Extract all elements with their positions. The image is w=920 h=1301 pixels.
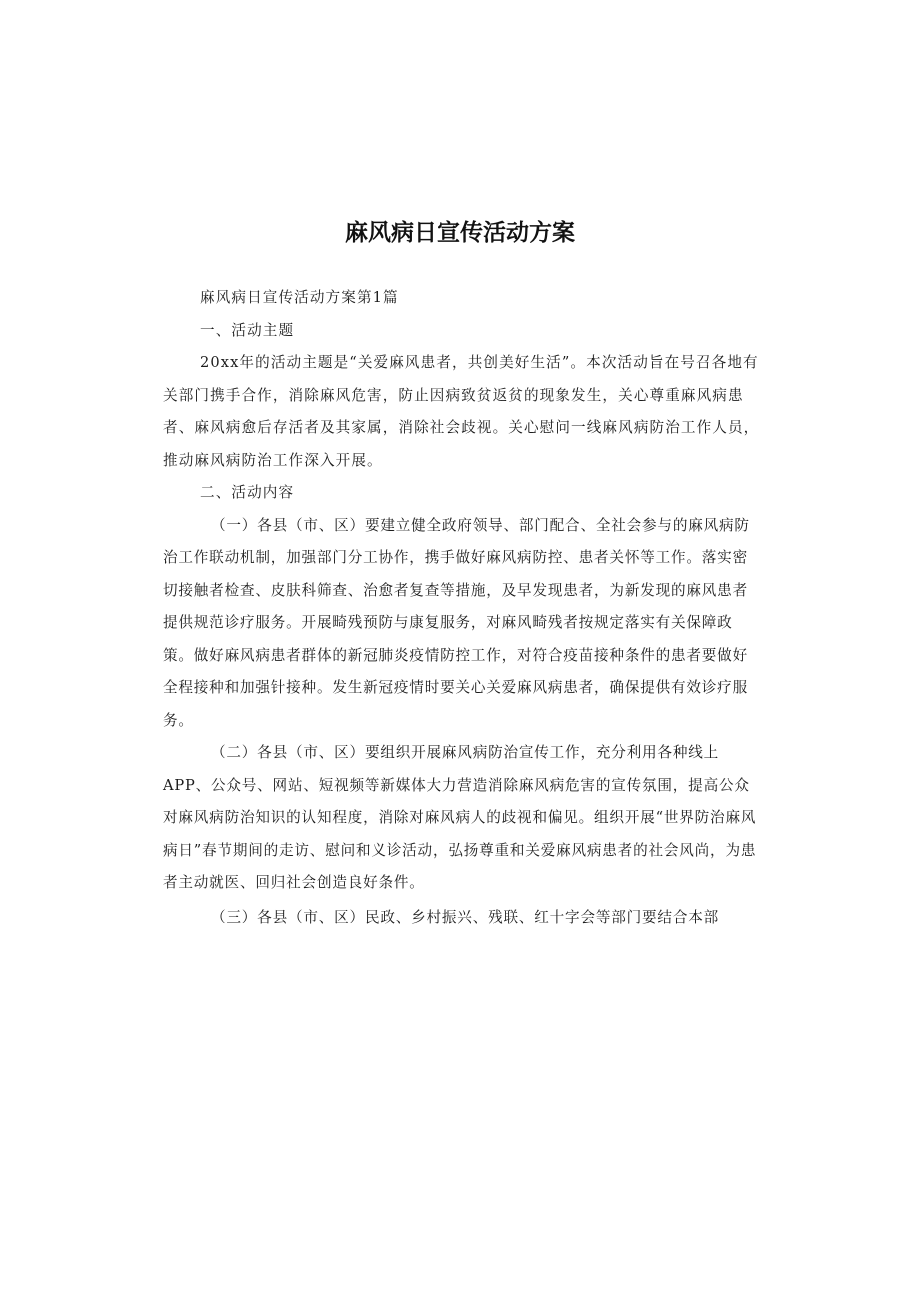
section2-heading: 二、活动内容 — [200, 484, 295, 501]
section1-paragraph: 20xx年的活动主题是“关爱麻风患者，共创美好生活”。本次活动旨在号召各地有关部门携手合作，消除麻风危害，防止因病致贫返贫的现象发生，关心尊重麻风病患者、麻风病愈后存活者及其家属，消除社会歧视。关心慰问一线麻风病防治工作人员，推动麻风病防治工作深入开展。 — [163, 354, 760, 469]
content-item-1: （一）各县（市、区）要建立健全政府领导、部门配合、全社会参与的麻风病防治工作联动机制，加强部门分工协作，携手做好麻风病防控、患者关怀等工作。落实密切接触者检查、皮肤科筛查、治愈者复查等措施，及早发现患者，为新发现的麻风患者提供规范诊疗服务。开展畸残预防与康复服务，对麻风畸残者按规定落实有关保障政策。做好麻风病患者群体的新冠肺炎疫情防控工作，对符合疫苗接种条件的患者要做好全程接种和加强针接种。发生新冠疫情时要关心关爱麻风病患者，确保提供有效诊疗服务。 — [163, 516, 750, 729]
document-body — [163, 282, 761, 934]
section1-heading: 一、活动主题 — [200, 321, 295, 339]
content-item-2: （二）各县（市、区）要组织开展麻风病防治宣传工作，充分利用各种线上APP、公众号、网站、短视频等新媒体大力营造消除麻风病危害的宣传氛围，提高公众对麻风病防治知识的认知程度，消除对麻风病人的歧视和偏见。组织开展“世界防治麻风病日”春节期间的走访、慰问和义诊活动，弘扬尊重和关爱麻风病患者的社会风尚，为患者主动就医、回归社会创造良好条件。 — [163, 744, 757, 891]
content-item-3: （三）各县（市、区）民政、乡村振兴、残联、红十字会等部门要结合本部 — [211, 908, 719, 926]
document-title: 麻风病日宣传活动方案 — [345, 220, 575, 246]
document-subtitle: 麻风病日宣传活动方案第1篇 — [200, 289, 399, 306]
